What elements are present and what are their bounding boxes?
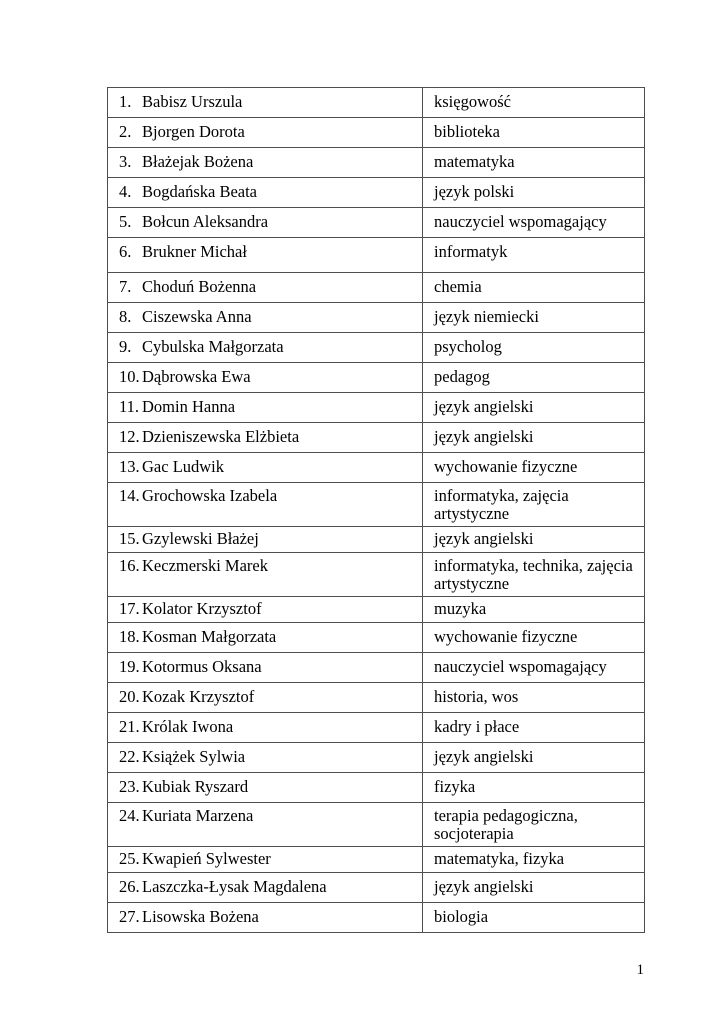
teacher-name: Laszczka-Łysak Magdalena [142,877,327,896]
subject-cell: informatyk [423,238,645,273]
subject-cell: język angielski [423,393,645,423]
subject-cell: księgowość [423,88,645,118]
row-number: 3. [119,152,132,171]
table-row [108,903,645,933]
table-row [108,303,645,333]
row-number: 15. [119,529,140,548]
table-row [108,553,645,597]
teacher-name: Dzieniszewska Elżbieta [142,427,300,446]
staff-table-body [108,88,645,933]
row-number: 24. [119,806,140,825]
teacher-name: Gzylewski Błażej [142,529,259,548]
row-number: 10. [119,367,140,386]
staff-table [107,87,645,933]
teacher-name: Bjorgen Dorota [142,122,245,141]
row-number: 18. [119,627,140,646]
teacher-name: Błażejak Bożena [142,152,254,171]
table-row [108,847,645,873]
row-number: 21. [119,717,140,736]
subject-cell: muzyka [423,597,645,623]
table-row [108,238,645,273]
table-row [108,683,645,713]
table-row [108,597,645,623]
teacher-name: Grochowska Izabela [142,486,278,505]
table-row [108,423,645,453]
teacher-name: Książek Sylwia [142,747,246,766]
teacher-name-cell [108,273,423,303]
row-number: 27. [119,907,140,926]
teacher-name-cell [108,393,423,423]
row-number: 25. [119,849,140,868]
row-number: 1. [119,92,132,111]
teacher-name: Królak Iwona [142,717,234,736]
table-row [108,178,645,208]
teacher-name-cell [108,178,423,208]
teacher-name: Kozak Krzysztof [142,687,255,706]
table-row [108,623,645,653]
teacher-name: Kwapień Sylwester [142,849,271,868]
teacher-name-cell [108,238,423,273]
page-number: 1 [636,962,644,978]
row-number: 16. [119,556,140,575]
subject-cell: język niemiecki [423,303,645,333]
teacher-name-cell [108,118,423,148]
table-row [108,527,645,553]
teacher-name: Kolator Krzysztof [142,599,262,618]
subject-cell: matematyka [423,148,645,178]
teacher-name: Kubiak Ryszard [142,777,249,796]
row-number: 7. [119,277,132,296]
row-number: 26. [119,877,140,896]
teacher-name-cell [108,423,423,453]
table-row [108,393,645,423]
teacher-name-cell [108,527,423,553]
teacher-name: Choduń Bożenna [142,277,257,296]
table-row [108,208,645,238]
teacher-name-cell [108,333,423,363]
teacher-name: Kuriata Marzena [142,806,254,825]
teacher-name-cell [108,453,423,483]
subject-cell: historia, wos [423,683,645,713]
teacher-name-cell [108,363,423,393]
teacher-name-cell [108,483,423,527]
subject-cell: psycholog [423,333,645,363]
table-row [108,743,645,773]
teacher-name: Cybulska Małgorzata [142,337,284,356]
teacher-name: Domin Hanna [142,397,236,416]
table-row [108,118,645,148]
row-number: 23. [119,777,140,796]
teacher-name-cell [108,597,423,623]
row-number: 5. [119,212,132,231]
table-row [108,333,645,363]
table-row [108,453,645,483]
teacher-name-cell [108,743,423,773]
subject-cell: język angielski [423,743,645,773]
row-number: 6. [119,242,132,261]
teacher-name-cell [108,148,423,178]
subject-cell: język angielski [423,527,645,553]
subject-cell: terapia pedagogiczna, socjoterapia [423,803,645,847]
row-number: 13. [119,457,140,476]
subject-cell: biblioteka [423,118,645,148]
row-number: 14. [119,486,140,505]
teacher-name-cell [108,623,423,653]
teacher-name: Babisz Urszula [142,92,243,111]
subject-cell: kadry i płace [423,713,645,743]
teacher-name: Ciszewska Anna [142,307,252,326]
subject-cell: matematyka, fizyka [423,847,645,873]
row-number: 2. [119,122,132,141]
row-number: 8. [119,307,132,326]
table-row [108,148,645,178]
teacher-name: Kotormus Oksana [142,657,262,676]
subject-cell: język angielski [423,423,645,453]
subject-cell: wychowanie fizyczne [423,453,645,483]
teacher-name-cell [108,683,423,713]
table-row [108,713,645,743]
table-row [108,773,645,803]
subject-cell: nauczyciel wspomagający [423,653,645,683]
subject-cell: fizyka [423,773,645,803]
teacher-name: Kosman Małgorzata [142,627,277,646]
row-number: 17. [119,599,140,618]
teacher-name: Lisowska Bożena [142,907,259,926]
table-row [108,873,645,903]
teacher-name-cell [108,773,423,803]
subject-cell: informatyka, technika, zajęcia artystyczne [423,553,645,597]
row-number: 22. [119,747,140,766]
teacher-name-cell [108,713,423,743]
subject-cell: chemia [423,273,645,303]
teacher-name: Dąbrowska Ewa [142,367,251,386]
teacher-name-cell [108,903,423,933]
table-row [108,803,645,847]
teacher-name: Bołcun Aleksandra [142,212,269,231]
subject-cell: pedagog [423,363,645,393]
teacher-name-cell [108,873,423,903]
subject-cell: informatyka, zajęcia artystyczne [423,483,645,527]
teacher-name-cell [108,553,423,597]
row-number: 4. [119,182,132,201]
subject-cell: nauczyciel wspomagający [423,208,645,238]
teacher-name-cell [108,208,423,238]
row-number: 12. [119,427,140,446]
subject-cell: język angielski [423,873,645,903]
subject-cell: wychowanie fizyczne [423,623,645,653]
table-row [108,483,645,527]
teacher-name-cell [108,303,423,333]
row-number: 9. [119,337,132,356]
teacher-name: Bogdańska Beata [142,182,258,201]
teacher-name-cell [108,653,423,683]
teacher-name: Gac Ludwik [142,457,225,476]
teacher-name-cell [108,88,423,118]
teacher-name: Keczmerski Marek [142,556,268,575]
table-row [108,273,645,303]
row-number: 19. [119,657,140,676]
teacher-name-cell [108,803,423,847]
table-row [108,653,645,683]
table-row [108,88,645,118]
table-row [108,363,645,393]
subject-cell: biologia [423,903,645,933]
row-number: 11. [119,397,140,416]
teacher-name: Brukner Michał [142,242,247,261]
teacher-name-cell [108,847,423,873]
subject-cell: język polski [423,178,645,208]
row-number: 20. [119,687,140,706]
